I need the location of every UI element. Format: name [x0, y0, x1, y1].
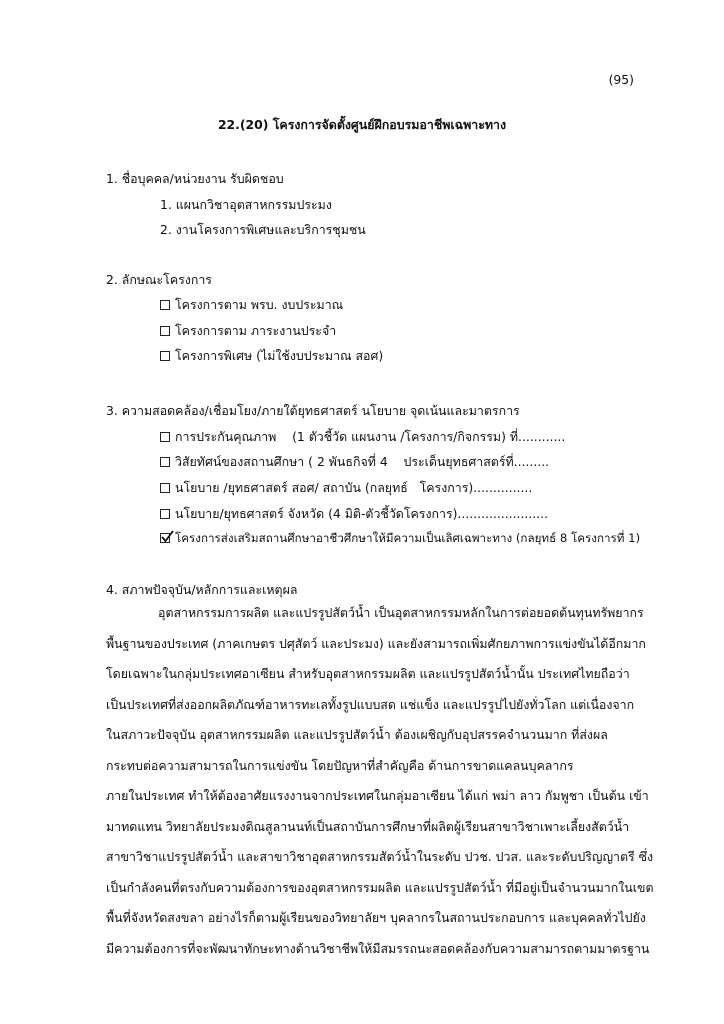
checkbox-empty-icon[interactable] — [160, 300, 170, 310]
paragraph-line: มาทดแทน วิทยาลัยประมงติณสูลานนท์เป็นสถาบันการศึกษาที่ผลิตผู้เรียนสาขาวิชาเพาะเลี้ยงสัตว์น้ำ — [106, 818, 630, 834]
option-label: โครงการตาม ภาระงานประจำ — [175, 323, 337, 338]
paragraph-line: สาขาวิชาแปรรูปสัตว์น้ำ และสาขาวิชาอุตสาหกรรมสัตว์น้ำในระดับ ปวช. ปวส. และระดับปริญญาตรี ซึ่ง — [106, 849, 654, 864]
section3-option-2[interactable] — [160, 453, 549, 472]
paragraph-line: มีความต้องการที่จะพัฒนาทักษะทางด้านวิชาชีพให้มีสมรรถนะสอดคล้องกับความสามารถตามมาตรฐาน — [106, 940, 650, 956]
paragraph-line: พื้นที่จังหวัดสงขลา อย่างไรก็ตามผู้เรียนของวิทยาลัยฯ บุคลากรในสถานประกอบการ และบุคคลทั่วไปยัง — [106, 910, 646, 925]
option-label: วิสัยทัศน์ของสถานศึกษา ( 2 พันธกิจที่ 4 ประเด็นยุทธศาสตร์ที่......... — [175, 454, 550, 469]
section1-heading: 1. ชื่อบุคคล/หน่วยงาน รับผิดชอบ — [106, 171, 284, 186]
paragraph-line: ในสภาวะปัจจุบัน อุตสาหกรรมผลิต และแปรรูปสัตว์น้ำ ต้องเผชิญกับอุปสรรคจำนวนมาก ที่ส่งผล — [106, 727, 608, 742]
paragraph-line: พื้นฐานของประเทศ (ภาคเกษตร ปศุสัตว์ และประมง) และยังสามารถเพิ่มศักยภาพการแข่งขันได้อีกมาก — [106, 635, 646, 651]
section1-item-2: 2. งานโครงการพิเศษและบริการชุมชน — [160, 222, 366, 237]
section3-option-3[interactable] — [160, 479, 532, 498]
option-label: โครงการตาม พรบ. งบประมาณ — [175, 297, 344, 312]
checkbox-empty-icon[interactable] — [160, 483, 170, 493]
section3-option-1[interactable] — [160, 428, 565, 447]
section4-heading: 4. สภาพปัจจุบัน/หลักการและเหตุผล — [106, 582, 298, 597]
option-label: นโยบาย /ยุทธศาสตร์ สอศ/ สถาบัน (กลยุทธ์ โครงการ)............... — [175, 480, 533, 495]
checkbox-checked-icon[interactable] — [160, 533, 170, 543]
section1-item-1: 1. แผนกวิชาอุตสาหกรรมประมง — [160, 197, 332, 212]
section4-paragraph — [106, 598, 654, 964]
checkbox-empty-icon[interactable] — [160, 326, 170, 336]
paragraph-line: โดยเฉพาะในกลุ่มประเทศอาเซียน สำหรับอุตสาหกรรมผลิต และแปรรูปสัตว์น้ำนั้น ประเทศไทยถือว่า — [106, 666, 630, 681]
option-label: โครงการพิเศษ (ไม่ใช้งบประมาณ สอศ) — [175, 348, 384, 363]
section3-option-5[interactable] — [160, 530, 640, 548]
paragraph-line: เป็นประเทศที่ส่งออกผลิตภัณฑ์อาหารทะเลทั้งรูปแบบสด แช่แข็ง และแปรรูปไปยังทั่วโลก แต่เนื่องจาก — [106, 696, 635, 712]
section2-option-2[interactable] — [160, 322, 336, 341]
checkbox-empty-icon[interactable] — [160, 457, 170, 467]
checkbox-empty-icon[interactable] — [160, 432, 170, 442]
paragraph-line: อุตสาหกรรมการผลิต และแปรรูปสัตว์น้ำ เป็นอุตสาหกรรมหลักในการต่อยอดต้นทุนทรัพยากร — [158, 605, 644, 620]
section2-heading: 2. ลักษณะโครงการ — [106, 272, 212, 287]
option-label: การประกันคุณภาพ (1 ตัวชี้วัด แผนงาน /โครงการ/กิจกรรม) ที่............ — [175, 429, 566, 444]
section3-option-4[interactable] — [160, 505, 548, 524]
project-title: 22.(20) โครงการจัดตั้งศูนย์ฝึกอบรมอาชีพเฉพาะทาง — [217, 117, 507, 132]
section3-heading: 3. ความสอดคล้อง/เชื่อมโยง/ภายใต้ยุทธศาสตร์ นโยบาย จุดเน้นและมาตรการ — [106, 403, 520, 418]
paragraph-line: ภายในประเทศ ทำให้ต้องอาศัยแรงงานจากประเทศในกลุ่มอาเซียน ได้แก่ พม่า ลาว กัมพูชา เป็นต้น เข้า — [106, 788, 649, 803]
checkbox-empty-icon[interactable] — [160, 351, 170, 361]
paragraph-line: กระทบต่อความสามารถในการแข่งขัน โดยปัญหาที่สำคัญคือ ด้านการขาดแคลนบุคลากร — [106, 757, 574, 773]
section2-option-3[interactable] — [160, 347, 383, 366]
paragraph-line: เป็นกำลังคนที่ตรงกับความต้องการของอุตสาหกรรมผลิต และแปรรูปสัตว์น้ำ ที่มีอยู่เป็นจำนวนมากในเขต — [106, 879, 654, 895]
option-label: โครงการส่งเสริมสถานศึกษาอาชีวศึกษาให้มีความเป็นเลิศเฉพาะทาง (กลยุทธ์ 8 โครงการที่ 1) — [175, 531, 641, 545]
section2-option-1[interactable] — [160, 296, 343, 315]
checkbox-empty-icon[interactable] — [160, 509, 170, 519]
option-label: นโยบาย/ยุทธศาสตร์ จังหวัด (4 มิติ-ตัวชี้วัดโครงการ)....................... — [175, 506, 549, 521]
page-number: (95) — [608, 72, 634, 87]
